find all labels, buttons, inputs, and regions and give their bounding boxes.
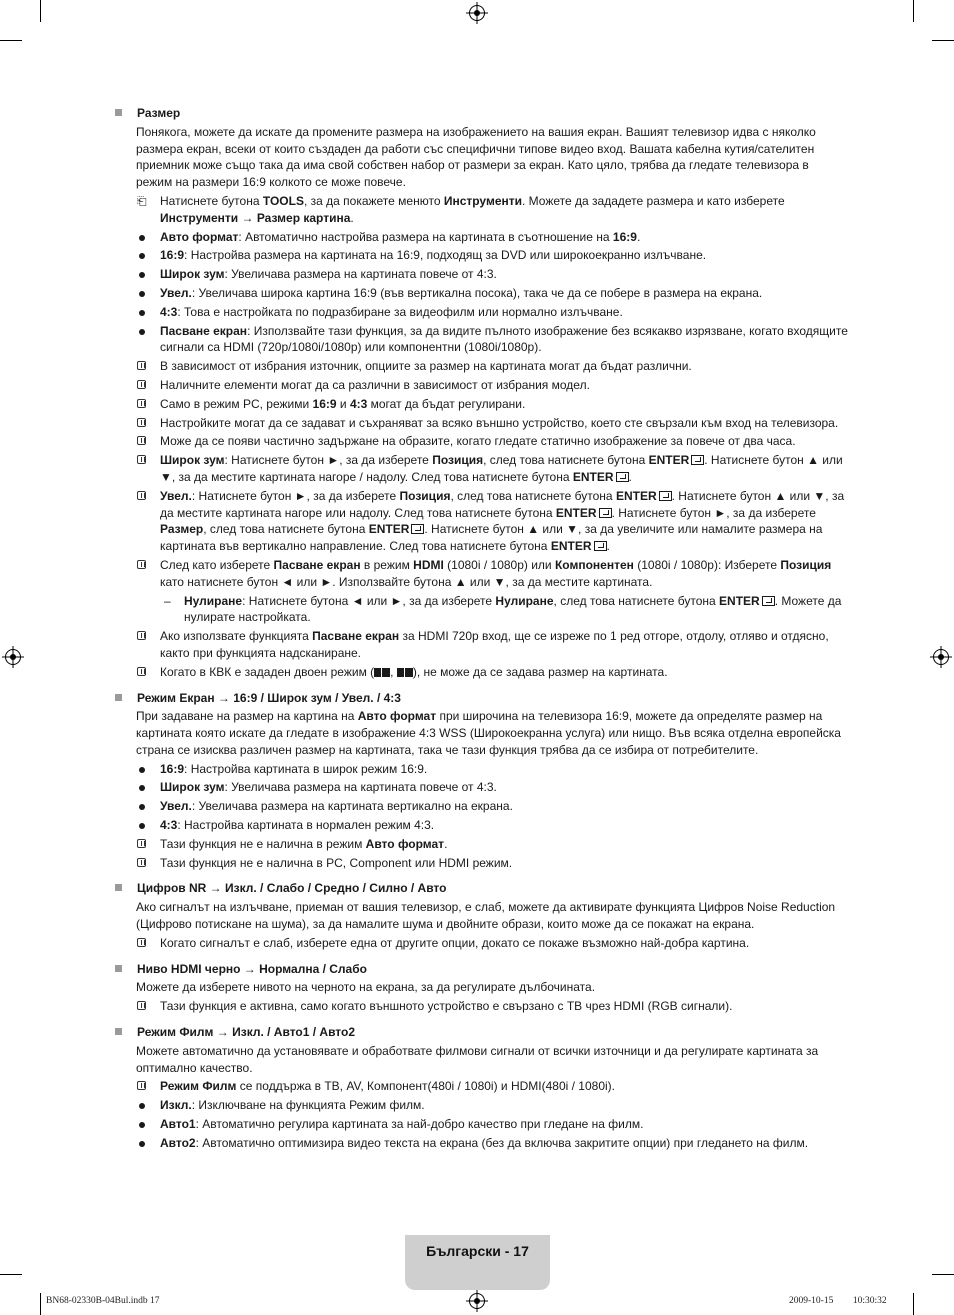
note-item: Тази функция не е налична в PC, Component или HDMI режим. (136, 855, 848, 872)
square-bullet-icon (115, 1028, 122, 1035)
square-bullet-icon (115, 694, 122, 701)
crop-mark (932, 1274, 954, 1275)
note-icon (137, 839, 146, 848)
note-item: Режим Филм се поддържа в ТВ, AV, Компонент(480i / 1080i) и HDMI(480i / 1080i). (136, 1078, 848, 1095)
note-icon (137, 491, 146, 500)
note-icon (137, 938, 146, 947)
note-icon (137, 399, 146, 408)
note-item: Само в режим PC, режими 16:9 и 4:3 могат да бъдат регулирани. (136, 396, 848, 413)
bullet-icon (139, 785, 145, 791)
note-icon (137, 631, 146, 640)
tools-note: ⎗ Натиснете бутона TOOLS, за да покажете менюто Инструменти. Можете да зададете размера и като изберете Инструменти → Размер картина. (137, 193, 785, 225)
bullet-icon (139, 329, 145, 335)
note-icon (137, 1081, 146, 1090)
list-item: Широк зум: Увеличава размера на картината повече от 4:3. (136, 779, 848, 796)
dash-marker: – (164, 593, 171, 608)
note-icon (137, 455, 146, 464)
sub-item: – Нулиране: Натиснете бутона ◄ или ►, за да изберете Нулиране, след това натиснете бутона ENTER . Можете да нулирате настройката. (160, 593, 848, 627)
note-item: След като изберете Пасване екран в режим HDMI (1080i / 1080p) или Компонентен (1080i / 1080p): Изберете Позиция като натиснете бутон ◄ или ►. Използвайте бутона ▲ или ▼, за да местите картината. (136, 557, 848, 591)
note-item: В зависимост от избрания източник, опциите за размер на картината могат да бъдат различни. (136, 358, 848, 375)
bullet-icon (139, 767, 145, 773)
list-item: 16:9: Настройва картината в широк режим 16:9. (136, 761, 848, 778)
section-digital-nr (113, 880, 848, 951)
list-item: 4:3: Това е настройката по подразбиране за видеофилм или нормално излъчване. (136, 304, 848, 321)
list-item: Пасване екран: Използвайте тази функция, за да видите пълното изображение без всякакво изрязване, когато входящите сигнали са HDMI (720p/1080i/1080p) или компонентни (1080i/1080p). (136, 323, 848, 357)
list-item: Изкл.: Изключване на функцията Режим филм. (136, 1097, 848, 1114)
bullet-icon (139, 235, 145, 241)
registration-mark-icon (5, 649, 21, 665)
section-heading: Цифров NR → Изкл. / Слабо / Средно / Силно / Авто (113, 880, 848, 897)
enter-icon (691, 455, 704, 465)
list-item: Авто2: Автоматично оптимизира видео текста на екрана (без да включва закритите опции) при гледането на филм. (136, 1135, 848, 1152)
section-heading: Режим Филм → Изкл. / Авто1 / Авто2 (113, 1024, 848, 1041)
note-icon (137, 560, 146, 569)
bullet-icon (139, 1141, 145, 1147)
note-icon (137, 858, 146, 867)
note-icon (137, 1001, 146, 1010)
registration-mark-icon (469, 1293, 485, 1309)
bullet-icon (139, 1122, 145, 1128)
dual-screen-icon (397, 668, 413, 677)
section-intro: Можете автоматично да установявате и обработвате филмови сигнали от всички източници и да регулирате картината за оптимално качество. (136, 1043, 819, 1075)
crop-mark (40, 0, 41, 22)
note-item: Тази функция не е налична в режим Авто формат. (136, 836, 848, 853)
registration-mark-icon (469, 5, 485, 21)
section-intro: Можете да изберете нивото на черното на екрана, за да регулирате дълбочината. (136, 980, 596, 995)
bullet-icon (139, 253, 145, 259)
note-icon (137, 667, 146, 676)
list-item: 4:3: Настройва картината в нормален режим 4:3. (136, 817, 848, 834)
bullet-icon (139, 1103, 145, 1109)
section-size (113, 105, 848, 681)
dual-screen-icon (374, 668, 390, 677)
enter-icon (659, 491, 672, 501)
note-icon (137, 380, 146, 389)
note-item: Тази функция е активна, само когато външното устройство е свързано с ТВ чрез HDMI (RGB сигнали). (136, 998, 848, 1015)
note-item: Когато в КВК е зададен двоен режим ( , ), не може да се задава размер на картината. (136, 664, 848, 681)
bullet-icon (139, 291, 145, 297)
crop-mark (913, 1293, 914, 1315)
crop-mark (0, 1274, 22, 1275)
tools-icon: ⎗ (137, 193, 147, 208)
note-item: Ако използвате функцията Пасване екран за HDMI 720p вход, ще се изреже по 1 ред отгоре, отдолу, отляво и отдясно, както при функцията надсканиране. (136, 628, 848, 662)
square-bullet-icon (115, 965, 122, 972)
note-item: Увел.: Натиснете бутон ►, за да изберете Позиция, след това натиснете бутона ENTER . Натиснете бутон ▲ или ▼, за да местите картината нагоре или надолу. След това натиснете бутона ENTER . Натиснете бутон ►, за да изберете Размер, след това натиснете бутона ENTER . Натиснете бутон ▲ или ▼, за да увеличите или намалите размера на картината във вертикално направление. След това натиснете бутона ENTER . (136, 488, 848, 555)
list-item: Авто1: Автоматично регулира картината за най-добро качество при гледане на филм. (136, 1116, 848, 1133)
enter-icon (594, 541, 607, 551)
section-intro: Ако сигналът на излъчване, приеман от вашия телевизор, е слаб, можете да активирате функцията Цифров Noise Reduction (Цифрово потискане на шума), за да намалите шума и двойните образи, които може да се покажат на екрана. (136, 900, 836, 932)
enter-icon (616, 472, 629, 482)
note-icon (137, 361, 146, 370)
crop-mark (40, 1293, 41, 1315)
section-hdmi-black (113, 961, 848, 1015)
crop-mark (0, 40, 22, 41)
bullet-icon (139, 272, 145, 278)
note-item: Когато сигналът е слаб, изберете една от другите опции, докато се покаже възможно най-добра картина. (136, 935, 848, 952)
square-bullet-icon (115, 884, 122, 891)
crop-mark (913, 0, 914, 22)
square-bullet-icon (115, 109, 122, 116)
note-item: Може да се появи частично задържане на образите, когато гледате статично изображение за повече от два часа. (136, 433, 848, 450)
section-heading: Режим Екран → 16:9 / Широк зум / Увел. / 4:3 (113, 690, 848, 707)
section-heading: Размер (113, 105, 848, 122)
list-item: Увел.: Увеличава широка картина 16:9 (във вертикална посока), така че да се побере в размера на екрана. (136, 285, 848, 302)
enter-icon (411, 524, 424, 534)
list-item: 16:9: Настройва размера на картината на 16:9, подходящ за DVD или широкоекранно излъчване. (136, 247, 848, 264)
note-icon (137, 436, 146, 445)
bullet-icon (139, 310, 145, 316)
bullet-icon (139, 823, 145, 829)
page-label: Български - 17 (426, 1243, 529, 1259)
note-item: Настройките могат да се задават и съхраняват за всяко външно устройство, което сте свързали към вход на телевизора. (136, 415, 848, 432)
registration-mark-icon (933, 649, 949, 665)
note-item: Наличните елементи могат да са различни в зависимост от избрания модел. (136, 377, 848, 394)
section-film-mode (113, 1024, 848, 1152)
print-file-info: BN68-02330B-04Bul.indb 17 (46, 1296, 160, 1306)
crop-mark (932, 40, 954, 41)
section-intro: При задаване на размер на картина на Авто формат при широчина на телевизора 16:9, можете да определяте размер на картината която искате да гледате в изображение 4:3 WSS (Широкоекранна услуга) или нищо. Във всяка отделна европейска страна се изисква различен размер на картината, така че тази функция трябва да се избира от потребителите. (136, 709, 841, 757)
section-heading: Ниво HDMI черно → Нормална / Слабо (113, 961, 848, 978)
print-date-info: 2009-10-15 ￿￿ 10:30:32 (789, 1296, 887, 1306)
note-icon (137, 418, 146, 427)
section-intro: Понякога, можете да искате да промените размера на изображението на вашия екран. Вашият телевизор идва с няколко размера екран, всеки от които създаден да работи със специфични типове видео вход. Вашата кабелна кутия/сателитен приемник може също така да има свой собствен набор от размери за екран. Като цяло, трябва да гледате телевизора в режим на размери 16:9 колкото се може повече. (136, 124, 816, 190)
section-screen-mode (113, 690, 848, 872)
page-number-tab (405, 1235, 550, 1290)
list-item: Широк зум: Увеличава размера на картината повече от 4:3. (136, 266, 848, 283)
enter-icon (599, 508, 612, 518)
list-item: Увел.: Увеличава размера на картината вертикално на екрана. (136, 798, 848, 815)
list-item: Авто формат: Автоматично настройва размера на картината в съотношение на 16:9. (136, 229, 848, 246)
page-content (113, 105, 848, 1161)
note-item: Широк зум: Натиснете бутон ►, за да изберете Позиция, след това натиснете бутона ENTER . Натиснете бутон ▲ или ▼, за да местите картината нагоре / надолу. След това натиснете бутона ENTER . (136, 452, 848, 486)
bullet-icon (139, 804, 145, 810)
enter-icon (762, 596, 775, 606)
